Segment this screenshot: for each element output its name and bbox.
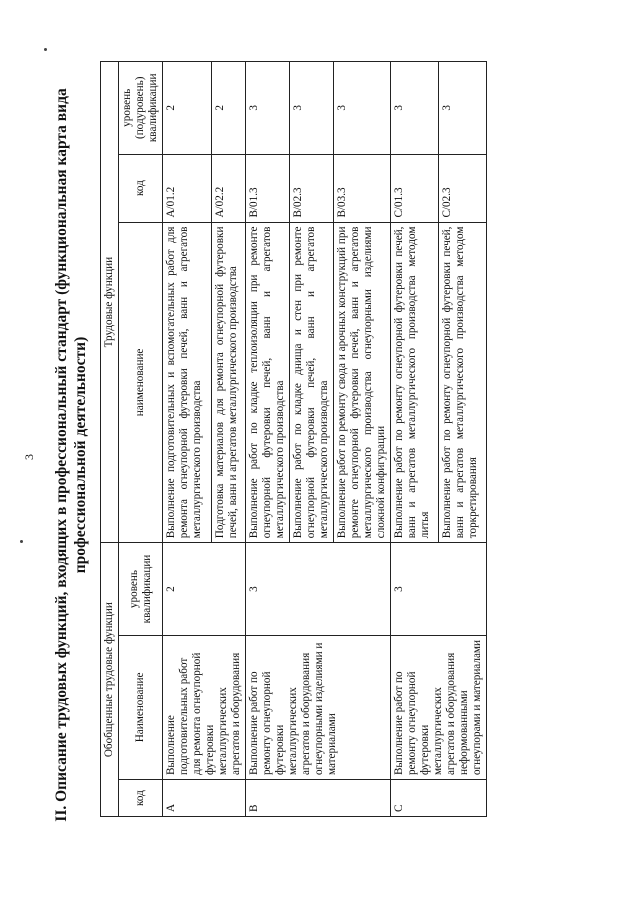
group-name: Выполнение работ по ремонту огнеупорной футеровки металлургических агрегатов и оборудования огнеупорными изделиями и материалами <box>246 635 391 779</box>
scan-speck <box>44 48 47 51</box>
function-name: Выполнение работ по ремонту свода и арочных конструкций при ремонте огнеупорной футеровки печей, ванн и агрегатов металлургического производства огнеупорными изделиями сложной конфигурации <box>334 222 391 543</box>
function-code: A/02.2 <box>211 154 245 222</box>
function-name: Выполнение работ по ремонту огнеупорной футеровки печей, ванн и агрегатов металлургического производства методом литья <box>391 222 439 543</box>
table-row <box>391 62 439 817</box>
header-function-code: код <box>119 154 163 222</box>
function-name: Подготовка материалов для ремонта огнеупорной футеровки печей, ванн и агрегатов металлургического производства <box>211 222 245 543</box>
function-code: C/01.3 <box>391 154 439 222</box>
function-name: Выполнение работ по ремонту огнеупорной футеровки печей, ванн и агрегатов металлургического производства методом торкретирования <box>439 222 487 543</box>
group-level: 3 <box>391 543 487 636</box>
group-code: B <box>246 780 391 817</box>
header-labor-functions: Трудовые функции <box>101 62 119 543</box>
header-level: уровень квалификации <box>119 543 163 636</box>
function-level: 2 <box>211 62 245 155</box>
function-name: Выполнение работ по кладке днища и стен при ремонте огнеупорной футеровки печей, ванн и агрегатов металлургического производства <box>290 222 334 543</box>
header-function-level: уровень (подуровень) квалификации <box>119 62 163 155</box>
function-code: A/01.2 <box>163 154 212 222</box>
function-level: 3 <box>334 62 391 155</box>
header-code: код <box>119 780 163 817</box>
page-number: 3 <box>22 454 36 460</box>
table-row <box>163 62 212 817</box>
function-level: 3 <box>439 62 487 155</box>
group-name: Выполнение подготовительных работ для ремонта огнеупорной футеровки металлургических агрегатов и оборудования <box>163 635 246 779</box>
function-level: 3 <box>290 62 334 155</box>
function-level: 3 <box>246 62 290 155</box>
group-level: 2 <box>163 543 246 636</box>
header-function-name: наименование <box>119 222 163 543</box>
function-code: C/02.3 <box>439 154 487 222</box>
group-code: C <box>391 780 487 817</box>
section-title: II. Описание трудовых функций, входящих в профессиональный стандарт (функциональная карта вида профессиональной деятельности) <box>53 88 89 822</box>
table-row <box>246 62 290 817</box>
header-name: Наименование <box>119 635 163 779</box>
group-name: Выполнение работ по ремонту огнеупорной футеровки металлургических агрегатов и оборудования неформованными огнеупорами и материалами <box>391 635 487 779</box>
function-level: 2 <box>163 62 212 155</box>
header-row-sub <box>119 62 163 817</box>
function-code: B/01.3 <box>246 154 290 222</box>
group-code: A <box>163 780 246 817</box>
group-level: 3 <box>246 543 391 636</box>
function-code: B/03.3 <box>334 154 391 222</box>
functional-map-table <box>100 61 487 817</box>
function-level: 3 <box>391 62 439 155</box>
function-name: Выполнение подготовительных и вспомогательных работ для ремонта огнеупорной футеровки печей, ванн и агрегатов металлургического производства <box>163 222 212 543</box>
header-row-top <box>101 62 119 817</box>
function-name: Выполнение работ по кладке теплоизоляции при ремонте огнеупорной футеровки печей, ванн и агрегатов металлургического производства <box>246 222 290 543</box>
function-code: B/02.3 <box>290 154 334 222</box>
scan-speck <box>20 540 23 543</box>
header-generalized: Обобщенные трудовые функции <box>101 543 119 817</box>
